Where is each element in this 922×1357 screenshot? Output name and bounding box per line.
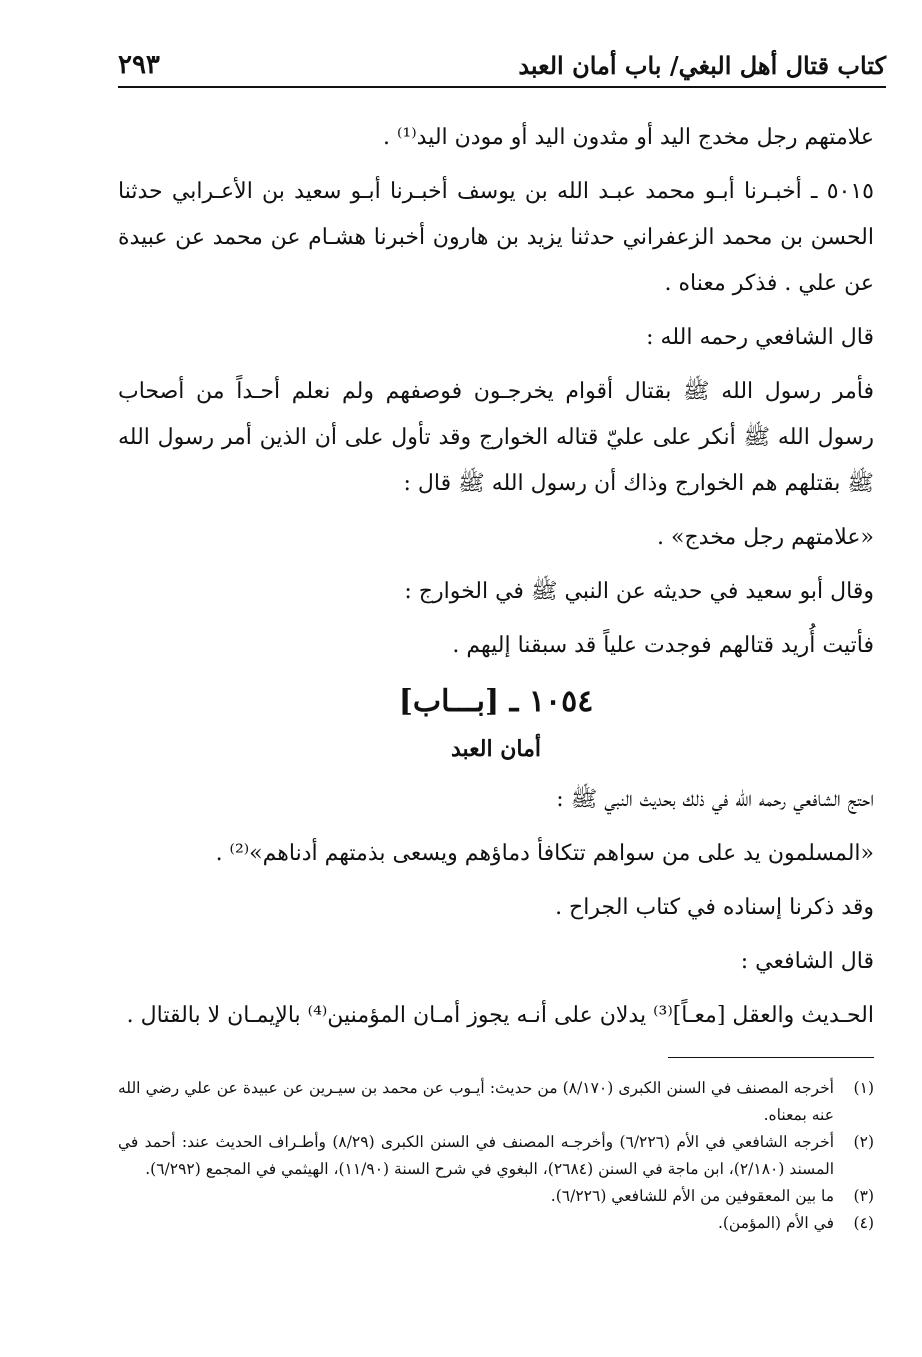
paragraph: الحـديث والعقل [معـاً]⁽³⁾ يدلان على أنـه يجوز أمـان المؤمنين⁽⁴⁾ بالإيمـان لا بالقتال . [126,1003,874,1028]
page-number: ٢٩٣ [118,50,160,80]
footnote [118,1210,874,1237]
footnote [118,1129,874,1183]
chapter-subtitle: أمان العبد [450,736,542,762]
footnote-text: في الأم (المؤمن). [717,1214,834,1232]
quote: «المسلمون يد على من سواهم تتكافأ دماؤهم ويسعى بذمتهم أدناهم»⁽²⁾ . [215,841,874,866]
footnotes [118,1075,874,1237]
footnote-number: (١) [853,1079,874,1097]
footnote-text: ما بين المعقوفين من الأم للشافعي (٦/٢٢٦). [550,1187,834,1205]
paragraph: احتج الشافعي رحمه الله في ذلك بحديث النبي ﷺ : [556,787,874,812]
paragraph: قال الشافعي رحمه الله : [646,325,874,350]
footnote-number: (٣) [853,1187,874,1205]
quote: «علامتهم رجل مخدج» . [657,525,874,550]
paragraph: وقال أبو سعيد في حديثه عن النبي ﷺ في الخوارج : [404,579,874,604]
footnote-number: (٤) [853,1214,874,1232]
paragraph: وقد ذكرنا إسناده في كتاب الجراح . [555,895,874,920]
footnote-text: أخرجه المصنف في السنن الكبرى (٨/١٧٠) من حديث: أيـوب عن محمد بن سيـرين عن عبيدة عن علي رضي الله عنه بمعناه. [118,1079,834,1124]
hadith-paragraph: ٥٠١٥ ـ أخبـرنا أبـو محمد عبـد الله بن يوسف أخبـرنا أبـو سعيد بن الأعـرابي حدثنا الحسن بن محمد الزعفراني حدثنا يزيد بن هارون أخبرنا هشـام عن محمد عن عبيدة عن علي . فذكر معناه . [118,179,874,296]
chapter-heading: ١٠٥٤ ـ [بـــاب] [398,684,594,719]
footnote [118,1183,874,1210]
paragraph: فأمر رسول الله ﷺ بقتال أقوام يخرجـون فوصفهم ولم نعلم أحـداً من أصحاب رسول الله ﷺ أنكر على عليّ قتاله الخوارج وقد تأول على أن الذين أمر رسول الله ﷺ بقتلهم هم الخوارج وذاك أن رسول الله ﷺ قال : [118,379,874,496]
paragraph: فأتيت أُريد قتالهم فوجدت علياً قد سبقنا إليهم . [452,633,874,658]
footnote-text: أخرجه الشافعي في الأم (٦/٢٢٦) وأخرجـه المصنف في السنن الكبرى (٨/٢٩) وأطـراف الحديث عند: أحمد في المسند (٢/١٨٠)، ابن ماجة في السنن (٢٦٨٤)، البغوي في شرح السنة (١١/٩٠)، الهيثمي في المجمع (٦/٢٩٢). [118,1133,834,1178]
main-text [118,115,874,1047]
footnote [118,1075,874,1129]
footnote-separator [668,1057,874,1058]
running-title: كتاب قتال أهل البغي/ باب أمان العبد [518,51,886,80]
paragraph: علامتهم رجل مخدج اليد أو مثدون اليد أو مودن اليد⁽¹⁾ . [383,125,874,150]
page-header [118,48,886,88]
footnote-number: (٢) [853,1133,874,1151]
paragraph: قال الشافعي : [740,949,874,974]
